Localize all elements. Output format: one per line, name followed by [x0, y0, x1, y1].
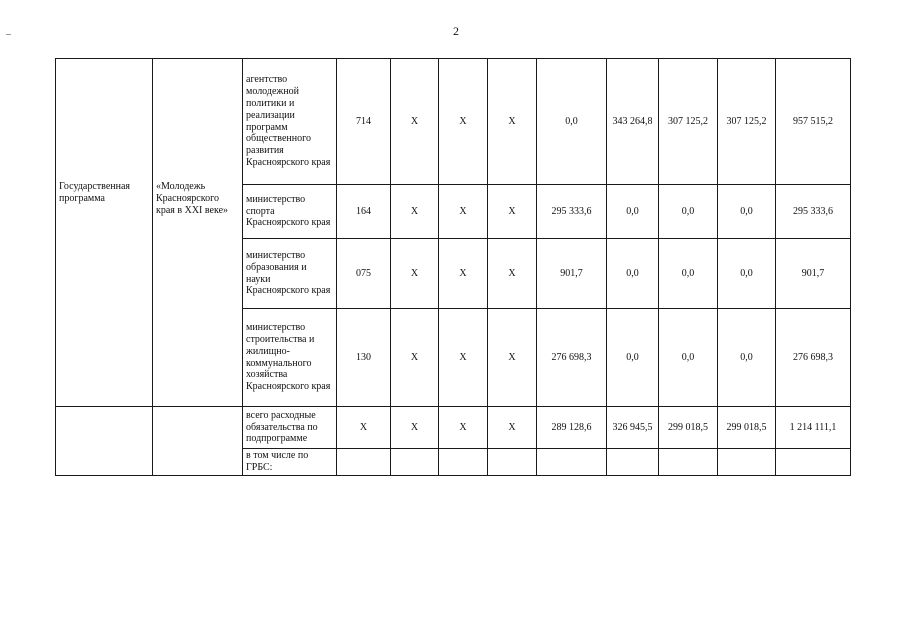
classification-mark-cell: X: [439, 309, 488, 407]
classification-mark-cell: X: [439, 407, 488, 449]
empty-name-cell: [153, 407, 243, 476]
classification-mark-cell: X: [391, 59, 439, 185]
classification-mark-cell: X: [488, 59, 537, 185]
program-name-cell: «Молодежь Красноярского края в XXI веке»: [153, 59, 243, 407]
amount-cell: 0,0: [537, 59, 607, 185]
amount-cell: 326 945,5: [607, 407, 659, 449]
budget-table: [55, 58, 851, 476]
amount-cell: [659, 449, 718, 476]
grbs-name-cell: министерство спорта Красноярского края: [243, 185, 337, 239]
grbs-name-cell: министерство строительства и жилищно-коммунального хозяйства Красноярского края: [243, 309, 337, 407]
amount-cell: 0,0: [659, 239, 718, 309]
classification-mark-cell: X: [391, 309, 439, 407]
amount-cell: 343 264,8: [607, 59, 659, 185]
amount-cell: 295 333,6: [537, 185, 607, 239]
classification-mark-cell: [439, 449, 488, 476]
classification-mark-cell: X: [439, 185, 488, 239]
amount-cell: 289 128,6: [537, 407, 607, 449]
subprogram-total-row: [56, 407, 851, 449]
grbs-code-cell: 164: [337, 185, 391, 239]
amount-cell: 0,0: [718, 185, 776, 239]
classification-mark-cell: X: [488, 309, 537, 407]
amount-cell: 901,7: [537, 239, 607, 309]
grbs-row: [56, 59, 851, 185]
amount-cell: 0,0: [607, 309, 659, 407]
amount-cell: 307 125,2: [718, 59, 776, 185]
classification-mark-cell: X: [439, 59, 488, 185]
grbs-code-cell: 130: [337, 309, 391, 407]
period-total-cell: 1 214 111,1: [776, 407, 851, 449]
amount-cell: 276 698,3: [537, 309, 607, 407]
classification-mark-cell: X: [488, 185, 537, 239]
period-total-cell: 957 515,2: [776, 59, 851, 185]
grbs-name-cell: министерство образования и науки Красноярского края: [243, 239, 337, 309]
amount-cell: 0,0: [718, 239, 776, 309]
period-total-cell: 901,7: [776, 239, 851, 309]
classification-mark-cell: X: [488, 407, 537, 449]
amount-cell: 0,0: [607, 239, 659, 309]
budget-table-body: [56, 59, 851, 476]
grbs-name-cell: агентство молодежной политики и реализации программ общественного развития Красноярского края: [243, 59, 337, 185]
grbs-name-cell: в том числе по ГРБС:: [243, 449, 337, 476]
classification-mark-cell: X: [391, 185, 439, 239]
amount-cell: 299 018,5: [659, 407, 718, 449]
amount-cell: 299 018,5: [718, 407, 776, 449]
grbs-code-cell: [337, 449, 391, 476]
grbs-code-cell: 075: [337, 239, 391, 309]
program-status-cell: Государственная программа: [56, 59, 153, 407]
amount-cell: [718, 449, 776, 476]
classification-mark-cell: X: [391, 407, 439, 449]
amount-cell: 0,0: [607, 185, 659, 239]
amount-cell: 307 125,2: [659, 59, 718, 185]
period-total-cell: 295 333,6: [776, 185, 851, 239]
amount-cell: 0,0: [718, 309, 776, 407]
amount-cell: [537, 449, 607, 476]
period-total-cell: 276 698,3: [776, 309, 851, 407]
amount-cell: 0,0: [659, 185, 718, 239]
classification-mark-cell: X: [439, 239, 488, 309]
empty-status-cell: [56, 407, 153, 476]
period-total-cell: [776, 449, 851, 476]
grbs-name-cell: всего расходные обязательства по подпрограмме: [243, 407, 337, 449]
amount-cell: [607, 449, 659, 476]
scan-edge-mark: [6, 34, 11, 35]
classification-mark-cell: [391, 449, 439, 476]
classification-mark-cell: X: [391, 239, 439, 309]
classification-mark-cell: X: [488, 239, 537, 309]
grbs-code-cell: 714: [337, 59, 391, 185]
page-number: 2: [453, 24, 459, 38]
grbs-code-cell: X: [337, 407, 391, 449]
amount-cell: 0,0: [659, 309, 718, 407]
classification-mark-cell: [488, 449, 537, 476]
